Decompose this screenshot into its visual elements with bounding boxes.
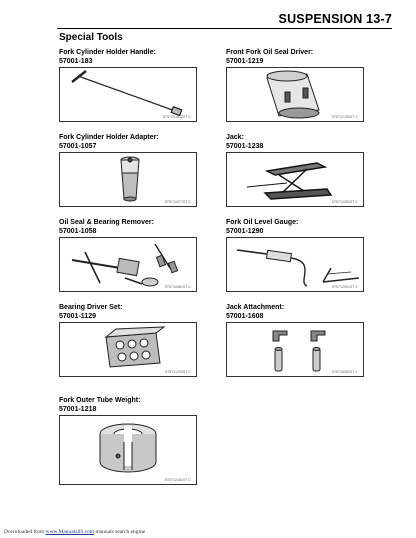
tool-fork-cylinder-holder-adapter (59, 134, 197, 204)
footer-suffix: manuals search engine (94, 529, 146, 535)
tool-name: Jack Attachment: (226, 304, 285, 311)
t-handle-icon (60, 68, 196, 121)
tool-name: Fork Outer Tube Weight: (59, 397, 141, 404)
tool-part-number: 57001-1238 (226, 142, 264, 150)
tool-jack-attachment (226, 304, 364, 374)
tool-illustration-box (59, 415, 197, 485)
tool-bearing-driver-set (59, 304, 197, 374)
tool-illustration-box (226, 67, 364, 122)
oil-level-gauge-icon (227, 238, 363, 291)
image-code: ST5712901ST C (331, 285, 358, 289)
tool-part-number: 57001-1057 (59, 142, 97, 150)
image-code: ST5712181ST C (164, 478, 191, 482)
image-code: ST5710577ST C (164, 200, 191, 204)
tool-name: Front Fork Oil Seal Driver: (226, 49, 314, 56)
tool-illustration-box (59, 67, 197, 122)
page-header-title: SUSPENSION 13-7 (278, 12, 392, 26)
tool-name: Fork Oil Level Gauge: (226, 219, 299, 226)
page-footer (4, 529, 145, 535)
image-code: ST5710581ST C (164, 285, 191, 289)
image-code: ST5711294ST C (164, 370, 191, 374)
tube-weight-icon (60, 416, 196, 484)
tool-illustration-box (226, 322, 364, 377)
tool-illustration-box (59, 322, 197, 377)
image-code: ST57001832ST C (162, 115, 191, 119)
footer-prefix: Downloaded from (4, 529, 46, 535)
image-code: ST5716081ST C (331, 370, 358, 374)
jack-icon (227, 153, 363, 206)
tool-part-number: 57001-1218 (59, 405, 97, 413)
section-title: Special Tools (59, 32, 123, 43)
tool-front-fork-oil-seal-driver (226, 49, 364, 119)
tool-fork-outer-tube-weight (59, 397, 197, 482)
bearing-driver-set-icon (60, 323, 196, 376)
image-code: ST5712381ST C (331, 200, 358, 204)
tool-part-number: 57001-1058 (59, 227, 97, 235)
seal-driver-icon (227, 68, 363, 121)
tool-name: Jack: (226, 134, 244, 141)
tool-name: Oil Seal & Bearing Remover: (59, 219, 154, 226)
tool-part-number: 57001-1219 (226, 57, 264, 65)
tool-illustration-box (226, 237, 364, 292)
jack-attachment-icon (227, 323, 363, 376)
tool-illustration-box (59, 237, 197, 292)
tool-oil-seal-bearing-remover (59, 219, 197, 289)
tool-name: Fork Cylinder Holder Handle: (59, 49, 156, 56)
tool-part-number: 57001-1290 (226, 227, 264, 235)
tool-part-number: 57001-1608 (226, 312, 264, 320)
tool-jack (226, 134, 364, 204)
tool-fork-cylinder-holder-handle (59, 49, 197, 119)
footer-link[interactable]: www.Manualslib.com (45, 529, 95, 535)
bearing-remover-icon (60, 238, 196, 291)
tool-part-number: 57001-183 (59, 57, 93, 65)
holder-adapter-icon (60, 153, 196, 206)
tool-part-number: 57001-1129 (59, 312, 96, 320)
header-rule (57, 28, 392, 29)
tool-name: Bearing Driver Set: (59, 304, 123, 311)
tool-fork-oil-level-gauge (226, 219, 364, 289)
tool-illustration-box (226, 152, 364, 207)
image-code: ST5712195ST C (331, 115, 358, 119)
tool-illustration-box (59, 152, 197, 207)
tool-name: Fork Cylinder Holder Adapter: (59, 134, 159, 141)
